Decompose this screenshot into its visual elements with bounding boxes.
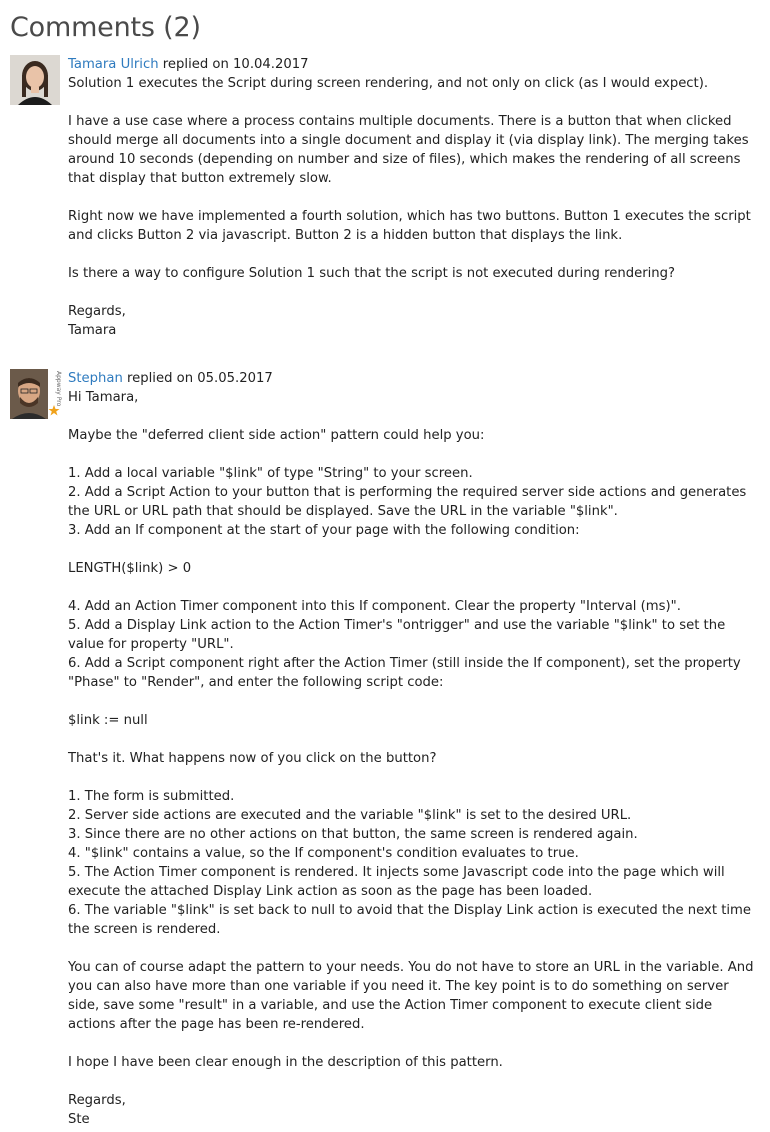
comment-1-paragraph: Is there a way to configure Solution 1 such that the script is not executed during rendering? — [68, 266, 676, 281]
comment-1-body — [68, 55, 758, 340]
comment-2-code-script: $link := null — [68, 713, 148, 728]
comment-1-content — [68, 74, 758, 340]
comment-1-paragraph: Right now we have implemented a fourth solution, which has two buttons. Button 1 executes the script and clicks Button 2 via javascript. Button 2 is a hidden button that displays the link. — [68, 209, 751, 243]
comment-2-steps-3: 1. The form is submitted. 2. Server side actions are executed and the variable "$link" is set to the desired URL. 3. Since there are no other actions on that button, the same screen is rendered again. 4. "$link" contains a value, so the If component's condition evaluates to true. 5. The Action Timer component is rendered. It injects some Javascript code into the page which will execute the attached Display Link action as soon as the page has been loaded. 6. The variable "$link" is set back to null to avoid that the Display Link action is executed the next time the screen is rendered. — [68, 789, 752, 937]
comment-2-paragraph: I hope I have been clear enough in the description of this pattern. — [68, 1055, 503, 1070]
comment-2-author-link[interactable]: Stephan — [68, 371, 123, 386]
comment-1-paragraph: Solution 1 executes the Script during screen rendering, and not only on click (as I would expect). — [68, 76, 709, 91]
avatar-tamara[interactable] — [10, 55, 60, 105]
comment-2-steps-2: 4. Add an Action Timer component into this If component. Clear the property "Interval (ms)". 5. Add a Display Link action to the Action Timer's "ontrigger" and use the variable "$link" to set the value for property "URL". 6. Add a Script component right after the Action Timer (still inside the If component), set the property "Phase" to "Render", and enter the following script code: — [68, 599, 741, 690]
comment-2-greeting: Hi Tamara, — [68, 390, 139, 405]
comment-1-author-link[interactable]: Tamara Ulrich — [68, 57, 159, 72]
appway-pro-badge — [48, 369, 60, 419]
comment-2-body — [68, 369, 758, 1129]
comment-2-paragraph: Maybe the "deferred client side action" pattern could help you: — [68, 428, 485, 443]
comments-heading: Comments (2) — [10, 12, 201, 43]
comment-2-paragraph: You can of course adapt the pattern to your needs. You do not have to store an URL in the variable. And you can also have more than one variable if you need it. The key point is to do something on server side, save some "result" in a variable, and use the Action Timer component to execute client side actions after the page has been re-rendered. — [68, 960, 754, 1032]
comment-2-paragraph: That's it. What happens now of you click on the button? — [68, 751, 437, 766]
comment-1-date: replied on 10.04.2017 — [162, 57, 309, 72]
comment-2-date: replied on 05.05.2017 — [127, 371, 273, 386]
comment-2-meta — [68, 369, 758, 388]
comment-1-signoff: Regards, Tamara — [68, 304, 126, 338]
comment-2-signoff: Regards, Ste — [68, 1093, 126, 1127]
comment-1-paragraph: I have a use case where a process contains multiple documents. There is a button that when clicked should merge all documents into a single document and display it (via display link). The merging takes around 10 seconds (depending on number and size of files), which makes the rendering of all screens that display that button extremely slow. — [68, 114, 749, 186]
comment-2-code-condition: LENGTH($link) > 0 — [68, 561, 192, 576]
comment-2-content — [68, 388, 758, 1129]
comment-2-steps-1: 1. Add a local variable "$link" of type "String" to your screen. 2. Add a Script Action to your button that is performing the required server side actions and generates the URL or URL path that should be displayed. Save the URL in the variable "$link". 3. Add an If component at the start of your page with the following condition: — [68, 466, 747, 538]
comment-1-meta — [68, 55, 758, 74]
star-icon — [49, 405, 60, 416]
badge-label: Appway Pro — [55, 371, 62, 407]
avatar-stephan[interactable] — [10, 369, 48, 419]
